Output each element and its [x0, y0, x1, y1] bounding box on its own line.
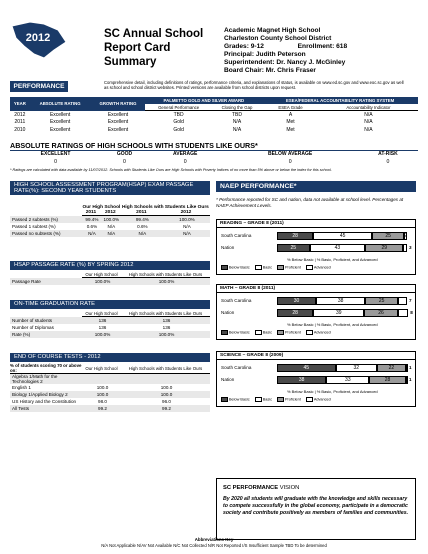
ratings-table-body [10, 111, 418, 134]
naep-chart [216, 351, 416, 407]
naep-row-label: Nation [221, 377, 235, 382]
legend-item: Below Basic [221, 397, 250, 402]
legend-swatch [306, 330, 313, 335]
naep-bar-segment: 25 [365, 297, 398, 305]
table-row: US History and the Constitution 98.0 96.0 [12, 399, 171, 404]
naep-axis-legend: % Below Basic | % Basic, Proficient, and Advanced [287, 257, 378, 262]
hsap-title-bar: HIGH SCHOOL ASSESSMENT PROGRAM(HSAP) EXAM PASSAGE RATE(%): SECOND YEAR STUDENTS [10, 181, 210, 195]
naep-bar-segment: 28 [369, 376, 405, 384]
naep-chart [216, 284, 416, 340]
legend-swatch [255, 265, 262, 270]
table-row: All Tests 99.2 99.2 [10, 405, 210, 412]
naep-chart [216, 219, 416, 275]
legend-swatch [255, 397, 262, 402]
naep-axis-legend: % Below Basic | % Basic, Proficient, and Advanced [287, 322, 378, 327]
naep-bar-segment: 29 [365, 244, 403, 252]
naep-bar-segment: 43 [310, 244, 366, 252]
naep-end-label: 1 [409, 365, 412, 370]
legend-item: Basic [255, 265, 272, 270]
naep-chart-title: READING – GRADE 8 (2011) [217, 220, 415, 228]
performance-description: Comprehensive detail, including definitions of ratings, performance criteria, and explanations of status, is available on www.ed.sc.gov and www.eoc.sc.gov as well as school and school district websites. Printed versions are available from school districts upon request. [104, 80, 404, 90]
legend-item: Advanced [306, 330, 331, 335]
legend-swatch [277, 397, 284, 402]
naep-legend [221, 397, 331, 402]
table-row: Passage Rate 100.0% 100.0% [10, 278, 210, 286]
school-name: Academic Magnet High School [224, 27, 321, 34]
board-chair: Board Chair: Mr. Chris Fraser [224, 67, 316, 74]
table-row: Passed 1 subtest (%) 0.6% N/A 0.6% N/A [12, 224, 191, 229]
naep-bar-segment: 33 [326, 376, 369, 384]
table-row: Biology 1/Applied Biology 2 100.0 100.0 [10, 391, 210, 398]
naep-bar-segment: 45 [277, 364, 336, 372]
legend-item: Advanced [306, 265, 331, 270]
superintendent: Superintendent: Dr. Nancy J. McGinley [224, 59, 346, 66]
vision-box [216, 478, 416, 540]
south-carolina-map-icon [10, 20, 68, 60]
legend-swatch [277, 330, 284, 335]
naep-title-bar: NAEP PERFORMANCE* [216, 181, 416, 192]
naep-chart-title: SCIENCE – GRADE 8 (2009) [217, 352, 415, 360]
naep-bar-segment [403, 244, 407, 252]
legend-item: Below Basic [221, 330, 250, 335]
legend-item: Proficient [277, 265, 301, 270]
abbreviations-title: Abbreviations Key [194, 537, 234, 542]
legend-item: Basic [255, 330, 272, 335]
naep-row-label: South Carolina [221, 365, 252, 370]
eoc-table: % of students scoring 70 or above on: Our High School High Schools with Students Like Ours Algebra 1/Math for the Technologies 2 English 1 100.0 100.0 Biology 1/Applied Biology 2 100.0 100.0 US History and the Constitution 98.0 96.0 All Tests 99.2 99.2 [10, 363, 210, 412]
report-year: 2012 [25, 32, 51, 44]
absolute-ratings-title: ABSOLUTE RATINGS OF HIGH SCHOOLS WITH STUDENTS LIKE OURS* [10, 141, 258, 150]
table-row: 2010 Excellent Excellent Gold N/A Met N/A [14, 126, 373, 133]
table-row: Number of Diplomas 136 136 [12, 325, 171, 330]
legend-item: Proficient [277, 330, 301, 335]
table-row: English 1 100.0 100.0 [12, 385, 173, 390]
legend-swatch [255, 330, 262, 335]
vision-title: SC PERFORMANCE VISION [223, 485, 300, 491]
naep-row-label: Nation [221, 245, 235, 250]
vision-body: By 2020 all students will graduate with the knowledge and skills necessary to compete successfully in the global economy, participate in a democratic society and contribute positively as members of families and communities. [223, 496, 409, 516]
principal: Principal: Judith Peterson [224, 51, 306, 58]
naep-end-label: 7 [409, 298, 412, 303]
naep-bar-segment: 28 [277, 232, 313, 240]
legend-item: Below Basic [221, 265, 250, 270]
naep-bar-segment [406, 364, 408, 372]
naep-bar-segment: 28 [277, 309, 313, 317]
legend-swatch [277, 265, 284, 270]
naep-bar-segment: 22 [377, 364, 406, 372]
legend-swatch [221, 265, 228, 270]
naep-bar-segment [398, 297, 407, 305]
naep-bar-segment: 30 [277, 297, 316, 305]
legend-item: Basic [255, 397, 272, 402]
state-seal [10, 20, 68, 60]
naep-end-label: 1 [409, 377, 412, 382]
legend-item: Proficient [277, 397, 301, 402]
naep-row-label: Nation [221, 310, 235, 315]
naep-end-label: 8 [410, 310, 413, 315]
naep-bar-segment: 45 [313, 232, 372, 240]
legend-swatch [221, 397, 228, 402]
table-row: Rate (%) 100.0% 100.0% [10, 331, 210, 338]
naep-bar-segment: 38 [277, 376, 326, 384]
naep-chart-title: MATH – GRADE 8 (2011) [217, 285, 415, 293]
absolute-ratings-table: EXCELLENT GOOD AVERAGE BELOW AVERAGE AT-RISK 0 0 0 0 0 [40, 151, 398, 165]
naep-note: * Performance reported for SC and nation, data not available at school level. Percentages at NAEP Achievement Levels. [216, 197, 404, 208]
naep-bar-segment: 38 [316, 297, 365, 305]
table-row: 2011 Excellent Excellent Gold N/A Met N/A [14, 119, 373, 126]
legend-swatch [306, 265, 313, 270]
absolute-ratings-note: * Ratings are calculated with data available by 11/07/2012. Schools with Students Like Ours are High Schools with Poverty Indices of no more than 5% above or below the index for this school. [10, 168, 332, 172]
legend-swatch [221, 330, 228, 335]
naep-bar-segment: 25 [372, 232, 405, 240]
naep-legend [221, 265, 331, 270]
table-row: Algebra 1/Math for the Technologies 2 [10, 374, 210, 385]
naep-row-label: South Carolina [221, 298, 252, 303]
naep-bar-segment [406, 376, 408, 384]
naep-bar-segment: 2 [404, 233, 408, 239]
naep-end-label: 3 [409, 245, 412, 250]
naep-bar-segment: 39 [313, 309, 364, 317]
performance-tab: PERFORMANCE [10, 81, 68, 92]
ratings-table: YEAR ABSOLUTE RATING GROWTH RATING PALMETTO GOLD AND SILVER AWARD ESEA/FEDERAL ACCOUNTABILITY RATING SYSTEM General Performance Closing the Gap ESEA Grade Accountability Indicator 2012 Excellent Excellent TBD TBD A N/A 2011 Excellent Excellent Gold N/A Met N/A 2010 Excellent Excellent Gold N/A Met N/A [10, 97, 418, 134]
abbreviations-key: N/A Not Applicable N/AV Not Available N/C Not Collected N/R Not Reported I/S Insufficient Sample TBD To be determined [101, 543, 327, 548]
report-title: SC Annual School Report Card Summary [104, 28, 204, 68]
table-row: Number of students 136 136 [10, 317, 210, 325]
hsap-spring-title-bar: HSAP PASSAGE RATE (%) BY SPRING 2012 [10, 261, 210, 270]
eoc-title-bar: END OF COURSE TESTS - 2012 [10, 353, 210, 362]
naep-bar-segment: 25 [277, 244, 310, 252]
hsap-spring-table: Our High School High Schools with Students Like Ours Passage Rate 100.0% 100.0% [10, 272, 210, 285]
naep-axis-legend: % Below Basic | % Basic, Proficient, and Advanced [287, 389, 378, 394]
graduation-title-bar: ON-TIME GRADUATION RATE [10, 300, 210, 309]
legend-swatch [306, 397, 313, 402]
naep-bar-segment [398, 309, 408, 317]
hsap-table: Our High School High Schools with Students Like Ours 2011 2012 2011 2012 Passed 2 subtests (%) 99.4% 100.0% 99.4% 100.0% Passed 1 subtest (%) 0.6% N/A 0.6% N/A Passed no subtests (%) N/A N/A N/A N/A [12, 205, 209, 236]
grades-enrollment: Grades: 9-12 Enrollment: 618 [224, 43, 348, 50]
district-name: Charleston County School District [224, 35, 332, 42]
naep-row-label: South Carolina [221, 233, 252, 238]
naep-bar-segment: 32 [336, 364, 378, 372]
naep-bar-segment: 26 [364, 309, 398, 317]
table-row: Passed no subtests (%) N/A N/A N/A N/A [10, 230, 210, 237]
naep-legend [221, 330, 331, 335]
table-row: Passed 2 subtests (%) 99.4% 100.0% 99.4% 100.0% [10, 216, 210, 224]
school-info [224, 27, 347, 75]
legend-item: Advanced [306, 397, 331, 402]
table-row: 2012 Excellent Excellent TBD TBD A N/A [14, 111, 373, 118]
graduation-table: Our High School High Schools with Students Like Ours Number of students 136 136 Number of Diplomas 136 136 Rate (%) 100.0% 100.0% [10, 311, 210, 338]
